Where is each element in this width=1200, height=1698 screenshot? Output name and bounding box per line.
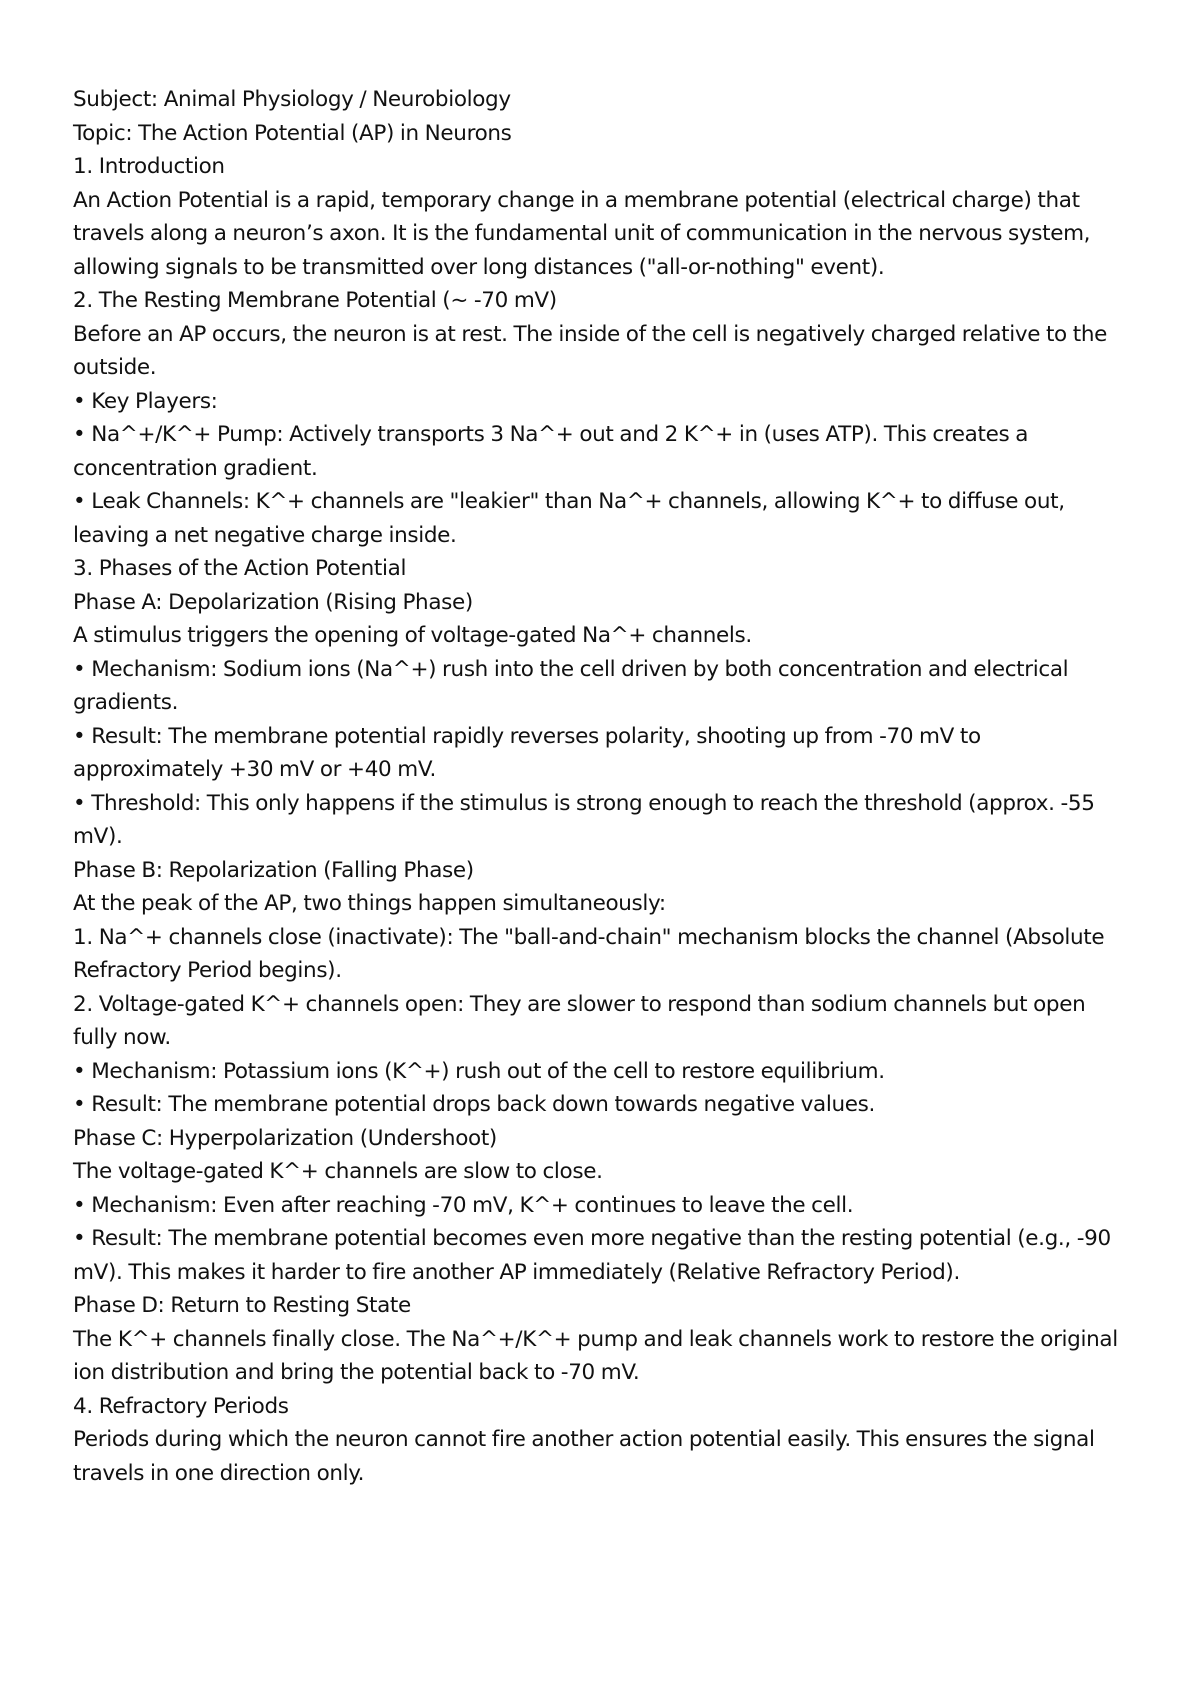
section-heading-phases: 3. Phases of the Action Potential <box>73 556 407 581</box>
document-body <box>73 83 1133 1490</box>
phase-a-bullet-threshold: • Threshold: This only happens if the stimulus is strong enough to reach the threshold (approx. -55 mV). <box>73 790 1095 849</box>
topic-line: Topic: The Action Potential (AP) in Neurons <box>73 120 512 146</box>
phase-b-bullet-mechanism: • Mechanism: Potassium ions (K^+) rush out of the cell to restore equilibrium. <box>73 1058 885 1084</box>
phase-c-bullet-result: • Result: The membrane potential becomes even more negative than the resting potential (e.g., -90 mV). This makes it harder to fire another AP immediately (Relative Refractory Period). <box>73 1226 1111 1285</box>
phase-a-paragraph: A stimulus triggers the opening of voltage-gated Na^+ channels. <box>73 623 752 648</box>
phase-b-title: Phase B: Repolarization (Falling Phase) <box>73 857 474 883</box>
phase-d-title: Phase D: Return to Resting State <box>73 1293 411 1318</box>
phase-d-paragraph: The K^+ channels finally close. The Na^+/K^+ pump and leak channels work to restore the original ion distribution and bring the potential back to -70 mV. <box>73 1326 1118 1385</box>
phase-c-paragraph: The voltage-gated K^+ channels are slow to close. <box>73 1159 603 1184</box>
bullet-leak-channels: • Leak Channels: K^+ channels are "leakier" than Na^+ channels, allowing K^+ to diffuse out, leaving a net negative charge inside. <box>73 489 1065 548</box>
refractory-periods-paragraph: Periods during which the neuron cannot fire another action potential easily. This ensures the signal travels in one direction only. <box>73 1427 1095 1486</box>
phase-b-bullet-result: • Result: The membrane potential drops back down towards negative values. <box>73 1092 875 1117</box>
section-heading-resting-potential: 2. The Resting Membrane Potential (~ -70 mV) <box>73 288 557 313</box>
phase-a-bullet-result: • Result: The membrane potential rapidly reverses polarity, shooting up from -70 mV to approximately +30 mV or +40 mV. <box>73 723 981 782</box>
bullet-sodium-potassium-pump: • Na^+/K^+ Pump: Actively transports 3 Na^+ out and 2 K^+ in (uses ATP). This creates a concentration gradient. <box>73 422 1029 481</box>
phase-a-bullet-mechanism: • Mechanism: Sodium ions (Na^+) rush into the cell driven by both concentration and electrical gradients. <box>73 656 1069 715</box>
phase-b-paragraph: At the peak of the AP, two things happen simultaneously: <box>73 891 666 916</box>
bullet-key-players: • Key Players: <box>73 388 218 414</box>
section-heading-introduction: 1. Introduction <box>73 154 225 179</box>
phase-a-title: Phase A: Depolarization (Rising Phase) <box>73 589 473 615</box>
section-heading-refractory-periods: 4. Refractory Periods <box>73 1393 289 1419</box>
introduction-paragraph: An Action Potential is a rapid, temporary change in a membrane potential (electrical charge) that travels along a neuron’s axon. It is the fundamental unit of communication in the nervous system, allowing signals to be transmitted over long distances ("all-or-nothing" event). <box>73 187 1091 280</box>
subject-line: Subject: Animal Physiology / Neurobiology <box>73 87 511 112</box>
resting-potential-paragraph: Before an AP occurs, the neuron is at rest. The inside of the cell is negatively charged relative to the outside. <box>73 321 1107 380</box>
phase-b-item-2: 2. Voltage-gated K^+ channels open: They are slower to respond than sodium channels but open fully now. <box>73 991 1086 1050</box>
phase-c-title: Phase C: Hyperpolarization (Undershoot) <box>73 1125 497 1151</box>
phase-c-bullet-mechanism: • Mechanism: Even after reaching -70 mV, K^+ continues to leave the cell. <box>73 1192 854 1218</box>
phase-b-item-1: 1. Na^+ channels close (inactivate): The "ball-and-chain" mechanism blocks the channel (Absolute Refractory Period begins). <box>73 924 1105 983</box>
